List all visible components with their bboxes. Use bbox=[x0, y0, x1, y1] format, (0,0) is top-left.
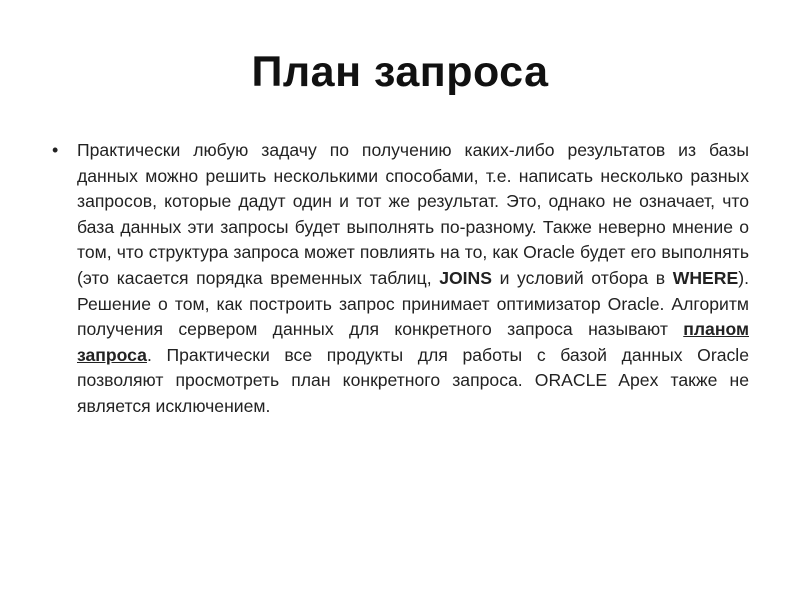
paragraph-text-3: ). Решение о том, как построить запрос принимает оптимизатор Oracle. Алгоритм получения сервером данных для конкретного запроса называют bbox=[77, 267, 749, 340]
joins-keyword: JOINS bbox=[439, 267, 492, 288]
paragraph-text-2: и условий отбора в bbox=[492, 267, 673, 288]
paragraph-text-4: . Практически все продукты для работы с базой данных Oracle позволяют просмотреть план конкретного запроса. ORACLE Apex также не является исключением. bbox=[77, 344, 749, 416]
paragraph-text-1: Практически любую задачу по получению каких-либо результатов из базы данных можно решить несколькими способами, т.е. написать несколько разных запросов, которые дадут один и тот же результат. Это, однако не означает, что база данных эти запросы будет выполнять по-разному. Также неверно мнение о том, что структура запроса может повлиять на то, как Oracle будет его выполнять (это касается порядка временных таблиц, bbox=[77, 140, 749, 288]
slide-title: План запроса bbox=[251, 48, 549, 96]
bullet-paragraph bbox=[77, 138, 749, 420]
bullet-icon: • bbox=[52, 140, 59, 160]
query-plan-term: планом запроса bbox=[77, 319, 749, 365]
where-keyword: WHERE bbox=[672, 267, 739, 288]
bullet-list bbox=[52, 138, 752, 420]
